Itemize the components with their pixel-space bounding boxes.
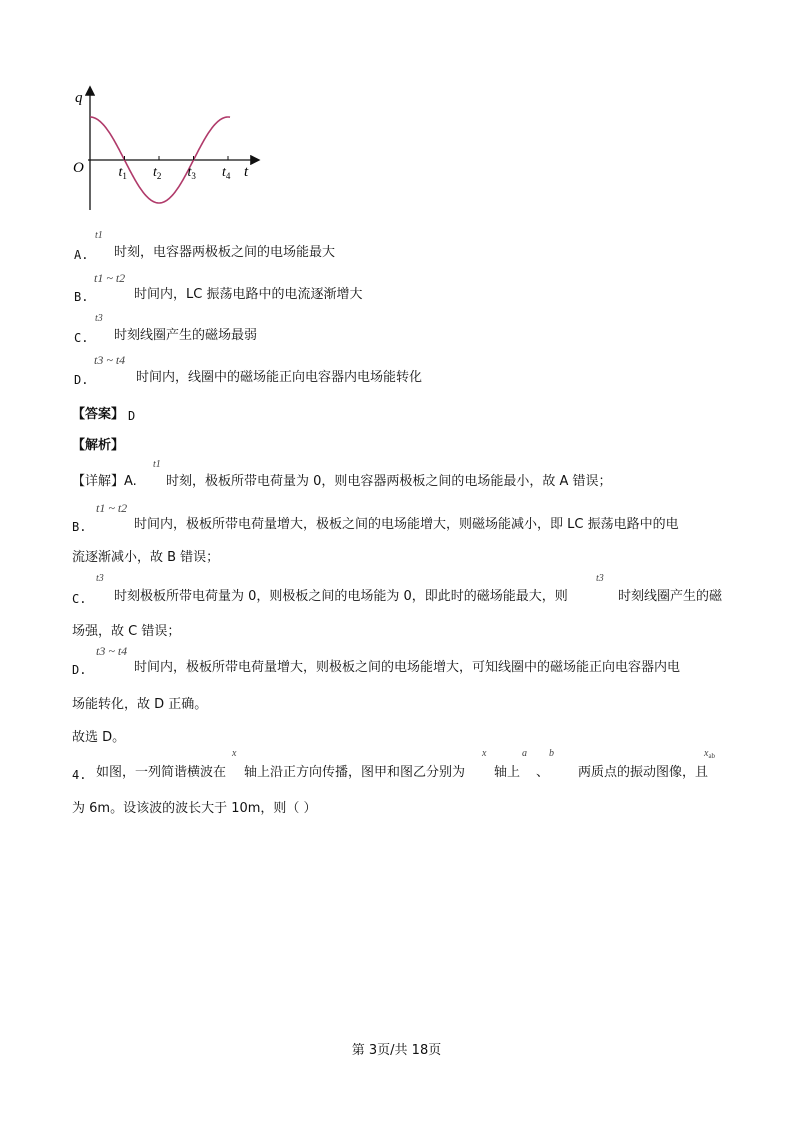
q4-number: 4. [72, 768, 87, 782]
option-c-symbol: t3 [95, 313, 103, 324]
detail-c-text-2: 场强，故 C 错误； [72, 624, 181, 639]
detail-a-text: 时刻，极板所带电荷量为 0，则电容器两极板之间的电场能最小，故 A 错误； [166, 474, 612, 489]
option-c-letter: C. [74, 331, 89, 345]
origin-label: O [73, 160, 84, 176]
q4-text-2: 轴上沿正方向传播，图甲和图乙分别为 [244, 765, 466, 780]
x-tick-label: $t_1$ [118, 165, 127, 181]
option-b-symbol: t1 ~ t2 [94, 271, 126, 285]
detail-c-text-1b: 时刻线圈产生的磁 [618, 589, 723, 604]
detail-label: 【详解】A. [72, 474, 137, 489]
detail-b-letter: B. [72, 520, 87, 534]
x-tick-label: $t_3$ [187, 165, 196, 181]
x-tick-label: $t_2$ [153, 165, 162, 181]
y-axis-label: q [75, 90, 83, 106]
detail-c-letter: C. [72, 592, 87, 606]
conclusion: 故选 D。 [72, 730, 126, 745]
answer-label: 【答案】 [72, 407, 125, 422]
x-tick-label: $t_4$ [222, 165, 231, 181]
option-a-letter: A. [74, 248, 89, 262]
detail-b-text-2: 流逐渐减小，故 B 错误； [72, 550, 220, 565]
option-a-text: 时刻，电容器两极板之间的电场能最大 [114, 245, 336, 260]
q-t-graph [70, 82, 270, 214]
q4-symbol-a: a [522, 748, 527, 759]
detail-c-symbol-2: t3 [596, 573, 604, 584]
q4-line-2: 为 6m。设该波的波长大于 10m，则（ ） [72, 801, 317, 816]
q4-text-5: 两质点的振动图像，且 [578, 765, 709, 780]
option-c-text: 时刻线圈产生的磁场最弱 [114, 328, 258, 343]
option-a-symbol: t1 [95, 230, 103, 241]
q4-text-4: 、 [536, 765, 550, 780]
q4-text-1: 如图，一列简谐横波在 [96, 765, 227, 780]
q4-symbol-x1: x [232, 748, 237, 759]
detail-b-symbol: t1 ~ t2 [96, 501, 128, 515]
option-d-symbol: t3 ~ t4 [94, 353, 126, 367]
q4-symbol-xab: $x_{ab}$ [704, 748, 716, 760]
option-b-letter: B. [74, 290, 89, 304]
detail-a-symbol: t1 [153, 459, 161, 470]
detail-d-text-1: 时间内，极板所带电荷量增大，则极板之间的电场能增大，可知线圈中的磁场能正向电容器内电 [134, 660, 681, 675]
detail-d-symbol: t3 ~ t4 [96, 644, 128, 658]
q4-symbol-b: b [549, 748, 554, 759]
option-b-text: 时间内，LC 振荡电路中的电流逐渐增大 [134, 287, 363, 302]
option-d-letter: D. [74, 373, 89, 387]
q4-symbol-x2: x [482, 748, 487, 759]
x-axis-label: t [244, 164, 249, 180]
detail-c-text-1: 时刻极板所带电荷量为 0，则极板之间的电场能为 0，即此时的磁场能最大，则 [114, 589, 568, 604]
page-footer: 第 3页/共 18页 [351, 1043, 442, 1058]
answer-value: D [128, 409, 136, 423]
q4-text-3: 轴上 [494, 765, 521, 780]
detail-d-text-2: 场能转化，故 D 正确。 [72, 697, 208, 712]
detail-c-symbol: t3 [96, 573, 104, 584]
detail-d-letter: D. [72, 663, 87, 677]
detail-b-text-1: 时间内，极板所带电荷量增大，极板之间的电场能增大，则磁场能减小，即 LC 振荡电路中的电 [134, 517, 679, 532]
option-d-text: 时间内，线圈中的磁场能正向电容器内电场能转化 [136, 370, 423, 385]
analysis-label: 【解析】 [72, 438, 125, 453]
